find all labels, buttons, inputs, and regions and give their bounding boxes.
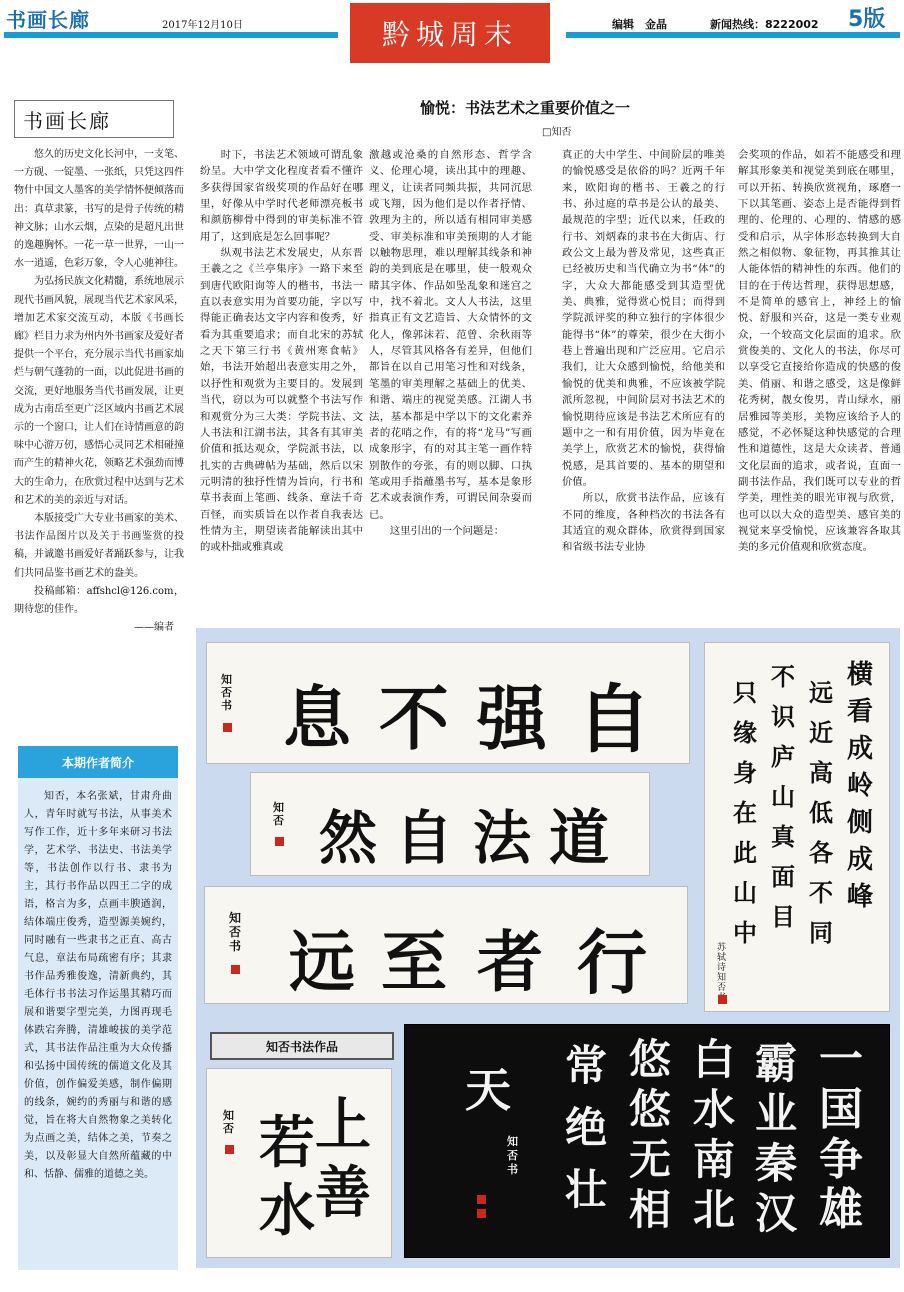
inscription: 知否 <box>223 1109 234 1135</box>
article-paragraph: 会奖项的作品，如若不能感受和理解其形象美和视觉美到底在哪里，可以开拓、转换欣赏视角，琢磨一下以其笔画、姿态上是否能得到哲理的、伦理的、心理的、情感的感受和启示，从字体形态转换到大自然之相似物、象征物，再其推其让人能体悟的精神性的东西。他们的目的在于传达哲理，获得思想感，不是简单的感官上，神经上的愉悦、舒服和兴奋，这是一类专业观众，一个较高文化层面的追求。欣赏俊美的、文化人的书法，你尽可以享受它直接给你造成的快感的俊美、俏丽、和谐之感受，这是像鲜花秀树，靓女俊男，青山绿水，丽居雅园等美形，美物应该给予人的感觉，不必怀疑这种快感觉的合理性和道德性，这是大众读者、普通文化层面的追求，或者说，直面一副书法作品，我们既可以专业的哲学美，理性美的眼光审视与欣赏，也可以以大众的造型美、感官美的视觉来享受愉悦，应该兼容各取其美的多元价值观和欣赏态度。 <box>738 149 901 554</box>
calligraphy-column: 悠悠无相 <box>629 1035 672 1234</box>
calligraphy-char: 者 <box>477 923 543 1001</box>
author-intro-box <box>18 746 178 1270</box>
calligraphy-char: 行 <box>577 921 647 1004</box>
calligraphy-gallery <box>196 628 900 1268</box>
column-paragraph: 为弘扬民族文化精髓，系统地展示现代书画风貌，展现当代艺术家风采，增加艺术家交流互动，本版《书画长廊》栏目力求为州内外书画家及爱好者提供一个平台，充分展示当代书画家灿烂与朝气蓬勃的一面，以此促进书画的交流，更好地服务当代书画发展，让更成为古南岳至更广泛区域内书画艺术展示的一个窗口，让人们在诗情画意的韵味中心游万仞，感悟心灵同艺术相碰撞而产生的精神火花，领略艺术强劲而博大的生命力，在欣赏过程中达到与艺术和艺术的美的亲近与对话。 <box>14 276 184 506</box>
article-paragraph: 这里引出的一个问题是： <box>389 524 505 537</box>
red-seal <box>275 837 284 846</box>
calligraphy-work <box>250 772 650 876</box>
article-paragraph: 真正的大中学生、中间阶层的唯美的愉悦感受是依俗的吗？近两千年来，欧阳询的楷书、王羲之的行书、孙过庭的草书是公认的最美、最规范的字型；近代以来，任政的行书、刘炳森的隶书在大街店、行政公文上最为普及常见，这些真正已经被历史和当代确立为书“体”的字，大众大都能感受到其造型优美、典雅，觉得赏心悦目；而得到学院派评奖的种立独行的字体很少能得书“体”的尊荣，很少在大街小巷上普遍出现和广泛应用。它启示我们，让大众感到愉悦，给他美和愉悦的优美和典雅，不应该被学院派所忽视，中间阶层对书法艺术的愉悦期待应该是书法艺术所应有的题中之一和有用价值，因为毕竟在美学上，欣赏艺术的愉悦，获得愉悦感，是其首要的、基本的期望和价值。 <box>562 149 725 488</box>
calligraphy-char: 自 <box>577 677 651 763</box>
red-seal <box>223 723 232 732</box>
article-title: 愉悦：书法艺术之重要价值之一 <box>420 99 631 117</box>
calligraphy-char: 息 <box>283 679 352 759</box>
inscription: 知否书 <box>221 673 232 712</box>
column-banner: 书画长廊 <box>14 100 174 138</box>
masthead-logo: 黔城周末 <box>350 3 550 63</box>
editor-sign: ——编者 <box>134 622 174 634</box>
calligraphy-column: 白水南北 <box>693 1035 736 1234</box>
calligraphy-char: 然 <box>319 804 378 872</box>
column-intro <box>14 100 184 637</box>
news-hotline: 新闻热线：8222002 <box>710 18 819 31</box>
calligraphy-char: 若 <box>259 1110 315 1176</box>
column-paragraph: 悠久的历史文化长河中，一支笔、一方砚、一锭墨、一张纸，只凭这四件物什中国文人墨客的美学情怀便倾落而出：真草隶篆，书写的是骨子传统的精神文脉；山水云烟，点染的是超凡出世的逸趣胸怀。一花一草一世界，一山一水一逍遥，色彩万象，令人心驰神往。 <box>14 149 184 270</box>
calligraphy-work <box>206 1068 392 1258</box>
calligraphy-char: 上 <box>315 1092 371 1158</box>
column-paragraph: 本版接受广大专业书画家的美术、书法作品图片以及关于书画鉴赏的投稿，并诚邀书画爱好者踊跃参与，让我们共同品鉴书画艺术的盎美。 <box>14 513 184 579</box>
red-seal <box>718 995 727 1004</box>
poem-line: 远近高低各不同 <box>809 678 833 947</box>
poem-line: 横看成岭侧成峰 <box>847 660 874 912</box>
calligraphy-char: 至 <box>381 923 447 1001</box>
author-intro-paragraph: 知否，本名张斌，甘肃舟曲人，青年时就写书法，从事美术写作工作，近十多年来研习书法学，艺术学、书法史、书法美学等，书法创作以行书、隶书为主，其行书作品以四王二字的成语，格言为多，点画丰腴遒润，结体端庄俊秀，造型源美婉约，同时融有一些隶书之正直、高古气息，章法布局疏密有序；其隶书作品秀雅俊逸，清新典约，其毛体行书书法习作运墨其精巧而展和谐要字型完美，力图再现毛体跌宕奔腾，清雄峻拔的美学范式，其书法作品注重为大众传播和弘扬中国传统的儒道文化及其价值，创作偏爱美感，制作偏期的线条，婉约的秀丽与和谐的感觉，旨在将大自然物象之美转化为点画之美，结体之美，节奏之美，以及彰显大自然所蕴藏的中和、恬静、儒雅的道德之美。 <box>24 791 172 1180</box>
calligraphy-char: 自 <box>395 804 454 872</box>
inscription: 苏轼诗 知否 <box>717 943 727 993</box>
red-seal <box>231 965 240 974</box>
submission-email: 投稿邮箱：affshcl@126.com，期待您的佳作。 <box>14 585 184 616</box>
calligraphy-char: 法 <box>473 804 532 872</box>
works-label: 知否书法作品 <box>210 1032 394 1060</box>
red-seal <box>225 1145 234 1154</box>
editor-credit: 编辑 金晶 <box>612 18 667 31</box>
calligraphy-column: 霸业秦汉 <box>755 1039 798 1238</box>
calligraphy-char: 水 <box>259 1178 315 1244</box>
section-title: 书画长廊 <box>6 8 90 32</box>
calligraphy-column: 天 <box>465 1063 511 1117</box>
author-intro-text <box>18 778 178 1190</box>
article-column-1 <box>200 147 363 613</box>
author-intro-heading: 本期作者简介 <box>18 746 178 778</box>
article-paragraph: 纵观书法艺术发展史，从东晋王羲之之《兰亭集序》一路下来至到唐代欧阳询等人的楷书，书法一直以表意实用为首要功能，字以写得能正确表达文字内容和俊秀，好看为其重要追求；而自北宋的苏轼之天下第三行书《黄州寒食帖》始，书法开始超出表意实用之外，以抒性和观赏为主要目的。发展到当代，窃以为可以就整个书法写作和观赏分为三大类：学院书法、文人书法和江湖书法，其各有其审美价值和抵达观众，学院派书法，以扎实的古典碑帖为基础，然后以宋元明清的独抒性情为旨向，行书和草书表面上笔画、线条、章法千奇百怪，而实质旨在以作者自我表达性情为主，期望读者能解读出其中的或朴拙或雅真或 <box>200 247 363 554</box>
inscription: 知否书 <box>229 911 242 953</box>
calligraphy-char: 强 <box>477 677 547 760</box>
inscription: 知否书 <box>507 1135 518 1176</box>
calligraphy-char: 不 <box>379 677 449 760</box>
calligraphy-char: 善 <box>315 1160 371 1226</box>
article-column-4 <box>738 147 901 613</box>
calligraphy-work <box>404 1024 890 1258</box>
red-seal <box>477 1209 486 1218</box>
calligraphy-work <box>204 886 688 1004</box>
page-number: 5版 <box>848 7 886 32</box>
poem-line: 只缘身在此山中 <box>733 678 757 947</box>
calligraphy-work <box>206 642 690 764</box>
column-text <box>14 146 184 637</box>
article-paragraph: 所以，欣赏书法作品，应该有不同的维度，各种档次的书法各有其适宜的观众群体，欣赏得到国家和省级书法专业协 <box>562 492 725 554</box>
issue-date: 2017年12月10日 <box>162 20 243 31</box>
article-column-3 <box>562 147 725 613</box>
calligraphy-column: 一国争雄 <box>819 1034 863 1235</box>
article-byline: □知否 <box>542 127 572 138</box>
inscription: 知否 <box>273 801 284 827</box>
article-paragraph: 时下，书法艺术领域可谓乱象纷呈。大中学文化程度者看不懂许多获得国家省级奖项的作品好在哪里，好像从中学时代老师漂亮板书和颜筋柳骨中得到的审美标准不管用了，这到底是怎么回事呢？ <box>200 149 363 243</box>
article-paragraph: 激越或沧桑的自然形态、哲学含义、伦理心境，读出其中的理趣、理义，让读者同频共振，共同沉思或飞翔，因为他们是以作者抒情、敦理为主的，所以适有相同审美感受、审美标准和审美预期的人才能以触物思理，难以理解其线条和神韵的美到底是在哪里，使一般观众睹其字体、作品如坠乱象和迷宫之中，找不着北。文人人书法，这里指真正有文艺造旨、大众情怀的文化人，像郭沫若、范曾、余秋雨等人，尽管其风格各有差异，但他们都旨在以自己用笔习性和对线条，笔墨的审美理解之基础上的优美、和谐、端庄的视觉美感。江湖人书法，基本都是中学以下的文化素养者的花哨之作，有的将“龙马”写画成象形字，有的对其主笔一画作特别散作的夸张，有的则以脚、口执笔或用手指蘸墨书写，基本是象形艺术或表演作秀，可谓民间杂耍而已。 <box>369 149 532 521</box>
calligraphy-column: 常绝壮 <box>565 1041 608 1214</box>
calligraphy-work <box>704 642 890 1012</box>
calligraphy-char: 道 <box>549 804 609 874</box>
poem-line: 不识庐山真面目 <box>771 662 795 931</box>
calligraphy-char: 远 <box>289 923 355 1001</box>
article-column-2 <box>369 147 532 613</box>
red-seal <box>477 1195 486 1204</box>
